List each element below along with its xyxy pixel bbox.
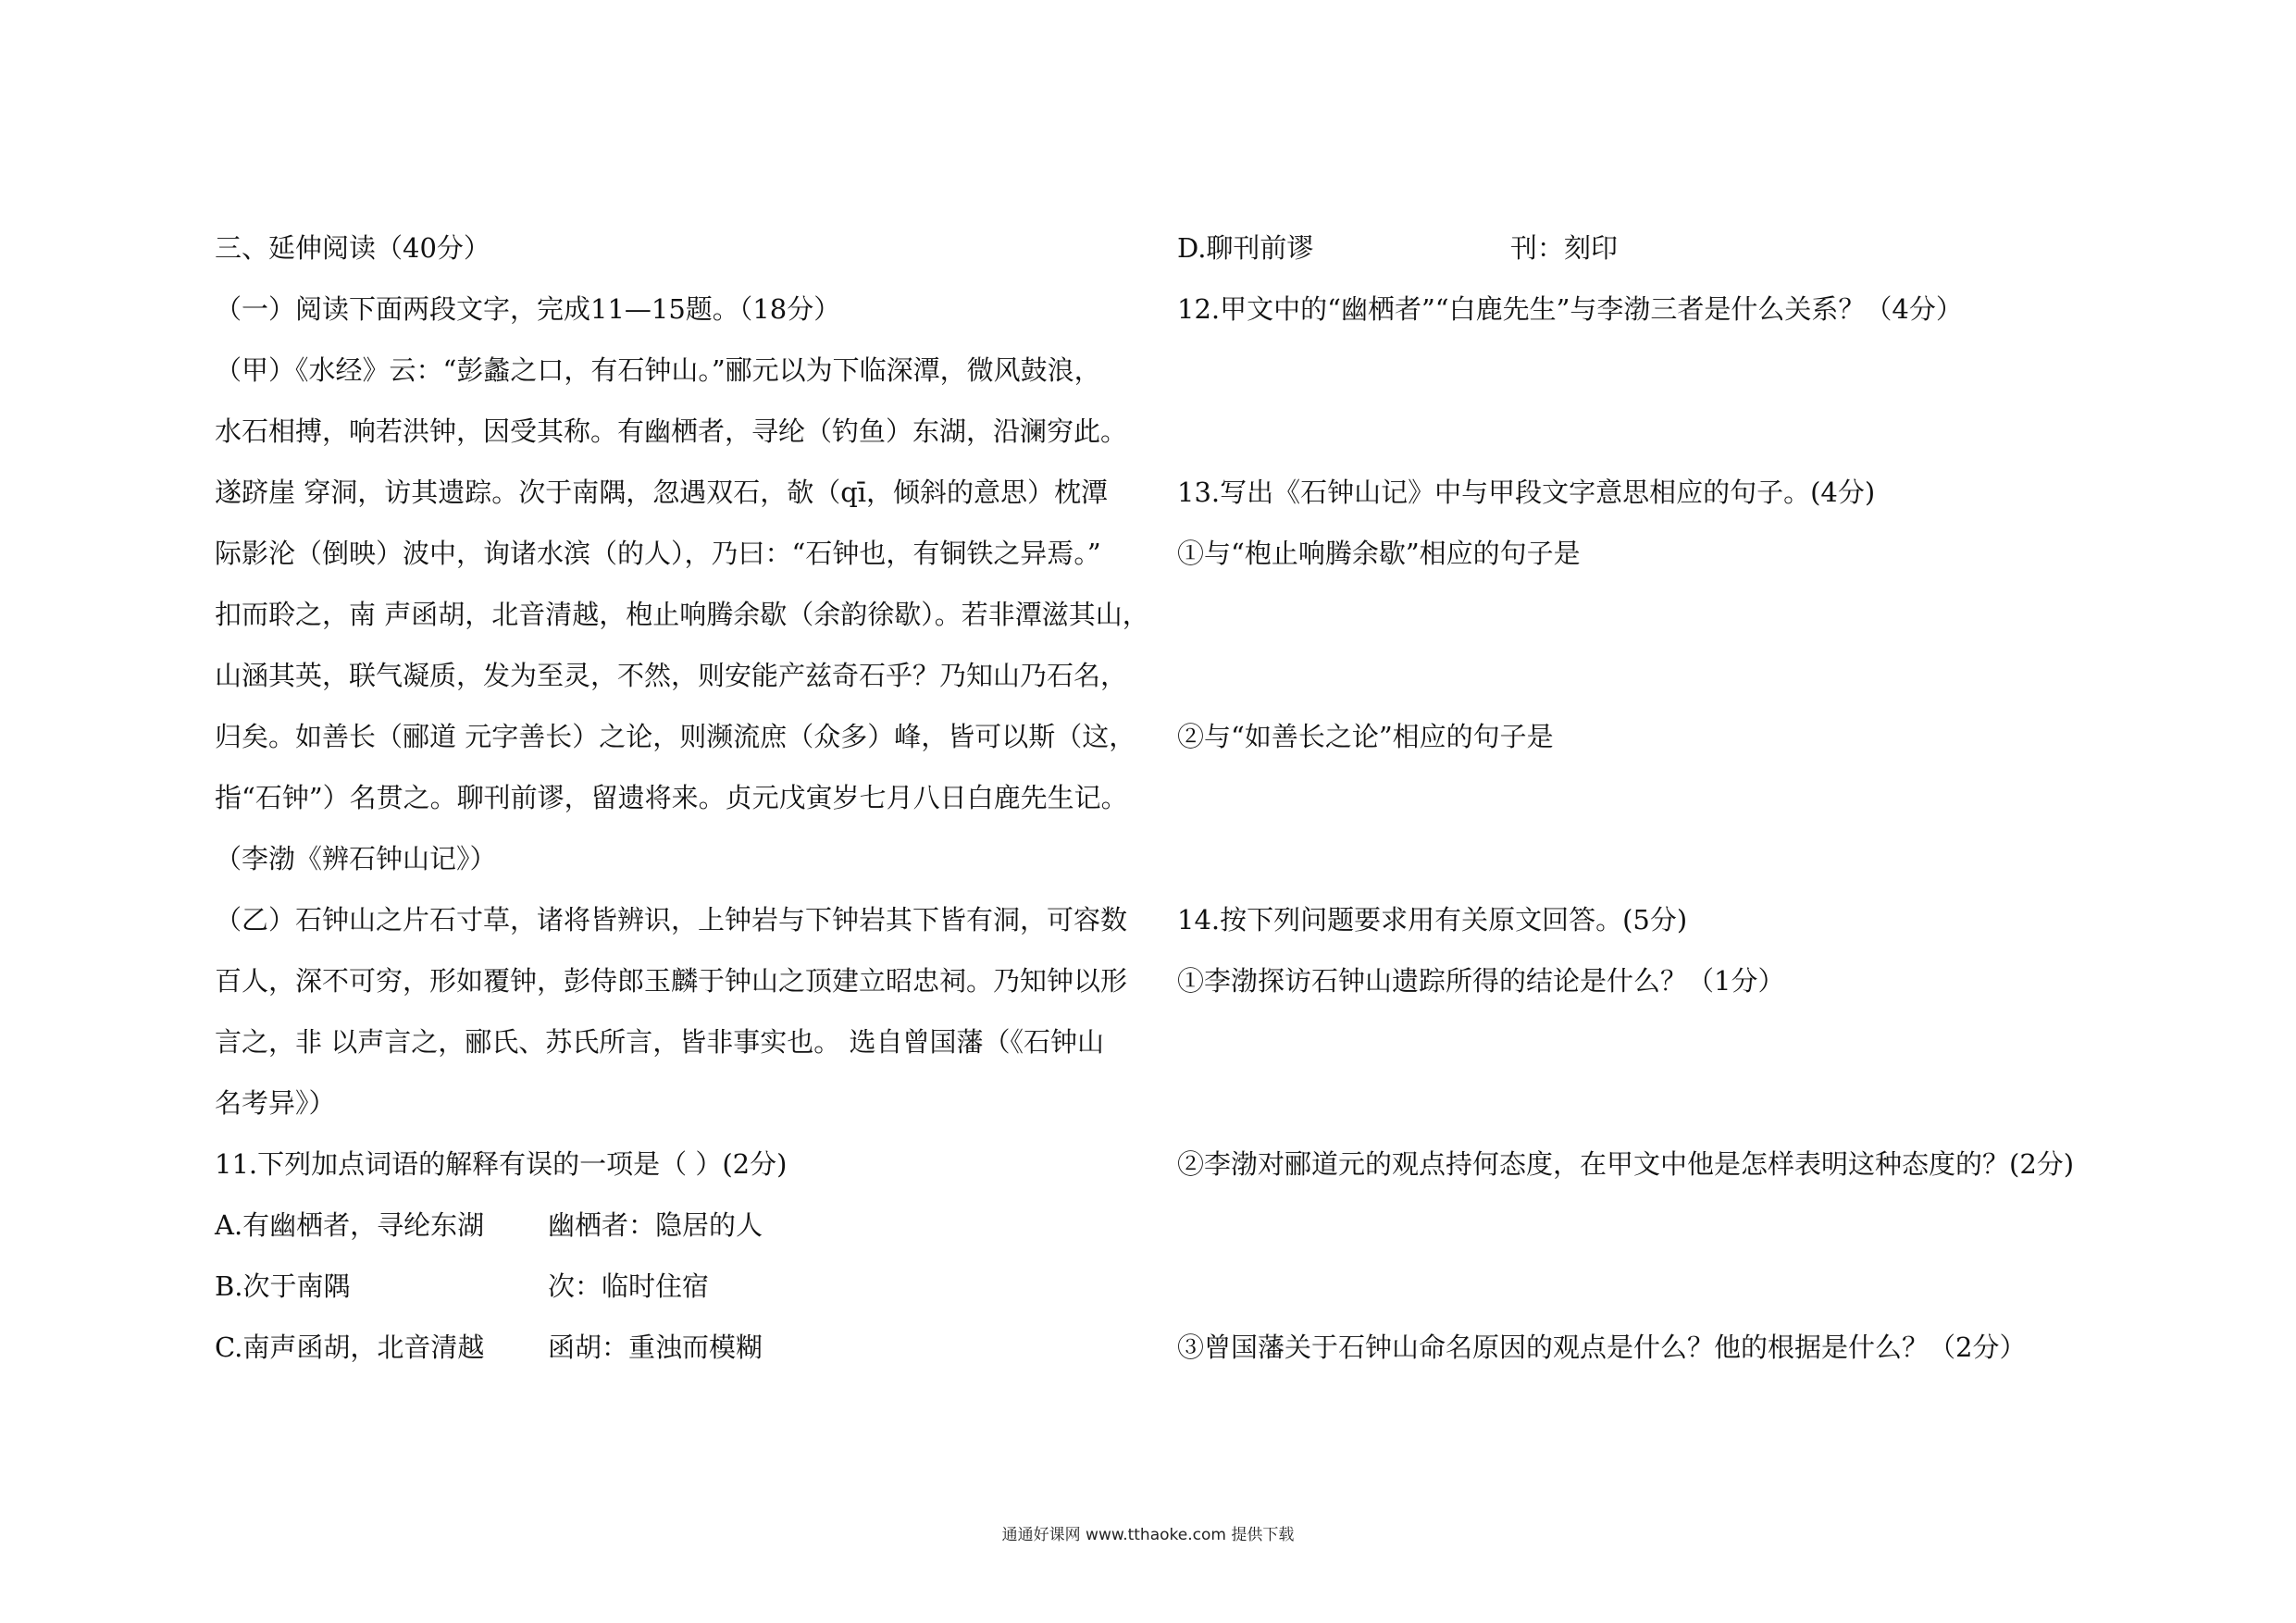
q11-option-a-gloss: 幽栖者：隐居的人 (548, 1209, 763, 1241)
passage-jia-line: 遂跻崖 穿洞，访其遗踪。次于南隅，忽遇双石，欹（qī，倾斜的意思）枕潭 (215, 477, 1109, 508)
q11-option-d-phrase: D.聊刊前谬 (1177, 232, 1314, 264)
passage-jia-line: 际影沦（倒映）波中，询诸水滨（的人），乃曰：“石钟也，有铜铁之异焉。” (215, 538, 1101, 569)
passage-jia-source: （李渤《辨石钟山记》） (215, 843, 497, 874)
passage-yi-line: （乙）石钟山之片石寸草，诸将皆辨识，上钟岩与下钟岩其下皆有洞，可容数 (215, 904, 1128, 935)
passage-yi-line: 名考异》） (215, 1087, 336, 1119)
question-11-stem: 11.下列加点词语的解释有误的一项是（ ）(2分) (215, 1148, 788, 1180)
question-14-stem: 14.按下列问题要求用有关原文回答。(5分) (1177, 904, 1688, 935)
passage-jia-line: 山涵其英，联气凝质，发为至灵，不然，则安能产兹奇石乎？乃知山乃石名， (215, 660, 1128, 691)
q11-option-c-gloss: 函胡：重浊而模糊 (548, 1332, 763, 1363)
passage-jia-line: （甲）《水经》云：“彭蠡之口，有石钟山。”郦元以为下临深潭，微风鼓浪， (215, 354, 1101, 386)
question-14-sub2: ②李渤对郦道元的观点持何态度，在甲文中他是怎样表明这种态度的？(2分) (1177, 1148, 2075, 1180)
question-13-sub2: ②与“如善长之论”相应的句子是 (1177, 721, 1554, 752)
question-14-sub1: ①李渤探访石钟山遗踪所得的结论是什么？（1分） (1177, 965, 1785, 997)
passage-jia-line: 归矣。如善长（郦道 元字善长）之论，则濒流庶（众多）峰，皆可以斯（这， (215, 721, 1136, 752)
question-14-sub3: ③曾国藩关于石钟山命名原因的观点是什么？他的根据是什么？（2分） (1177, 1332, 2027, 1363)
q11-option-b-gloss: 次：临时住宿 (548, 1270, 710, 1302)
q11-option-b-phrase: B.次于南隅 (215, 1270, 351, 1302)
section-title: 三、延伸阅读（40分） (215, 232, 490, 264)
passage-yi-line: 百人，深不可穷，形如覆钟，彭侍郎玉麟于钟山之顶建立昭忠祠。乃知钟以形 (215, 965, 1128, 997)
question-13-stem: 13.写出《石钟山记》中与甲段文字意思相应的句子。(4分) (1177, 477, 1876, 508)
q11-option-a-phrase: A.有幽栖者，寻纶东湖 (215, 1209, 485, 1241)
question-12-stem: 12.甲文中的“幽栖者”“白鹿先生”与李渤三者是什么关系？（4分） (1177, 293, 1963, 325)
passage-jia-line: 指“石钟”）名贯之。聊刊前谬，留遗将来。贞元戊寅岁七月八日白鹿先生记。 (215, 782, 1128, 813)
passage-yi-line: 言之，非 以声言之，郦氏、苏氏所言，皆非事实也。 选自曾国藩（《石钟山 (215, 1026, 1104, 1058)
passage-jia-line: 扣而聆之，南 声函胡，北音清越，枹止响腾余歇（余韵徐歇）。若非潭滋其山， (215, 599, 1149, 630)
q11-option-c-phrase: C.南声函胡，北音清越 (215, 1332, 485, 1363)
part-title: （一）阅读下面两段文字，完成11—15题。（18分） (215, 293, 841, 325)
q11-option-d-gloss: 刊：刻印 (1510, 232, 1619, 264)
question-13-sub1: ①与“枹止响腾余歇”相应的句子是 (1177, 538, 1581, 569)
passage-jia-line: 水石相搏，响若洪钟，因受其称。有幽栖者，寻纶（钓鱼）东湖，沿澜穷此。 (215, 415, 1128, 447)
footer-source: 通通好课网 www.tthaoke.com 提供下载 (1001, 1526, 1295, 1544)
